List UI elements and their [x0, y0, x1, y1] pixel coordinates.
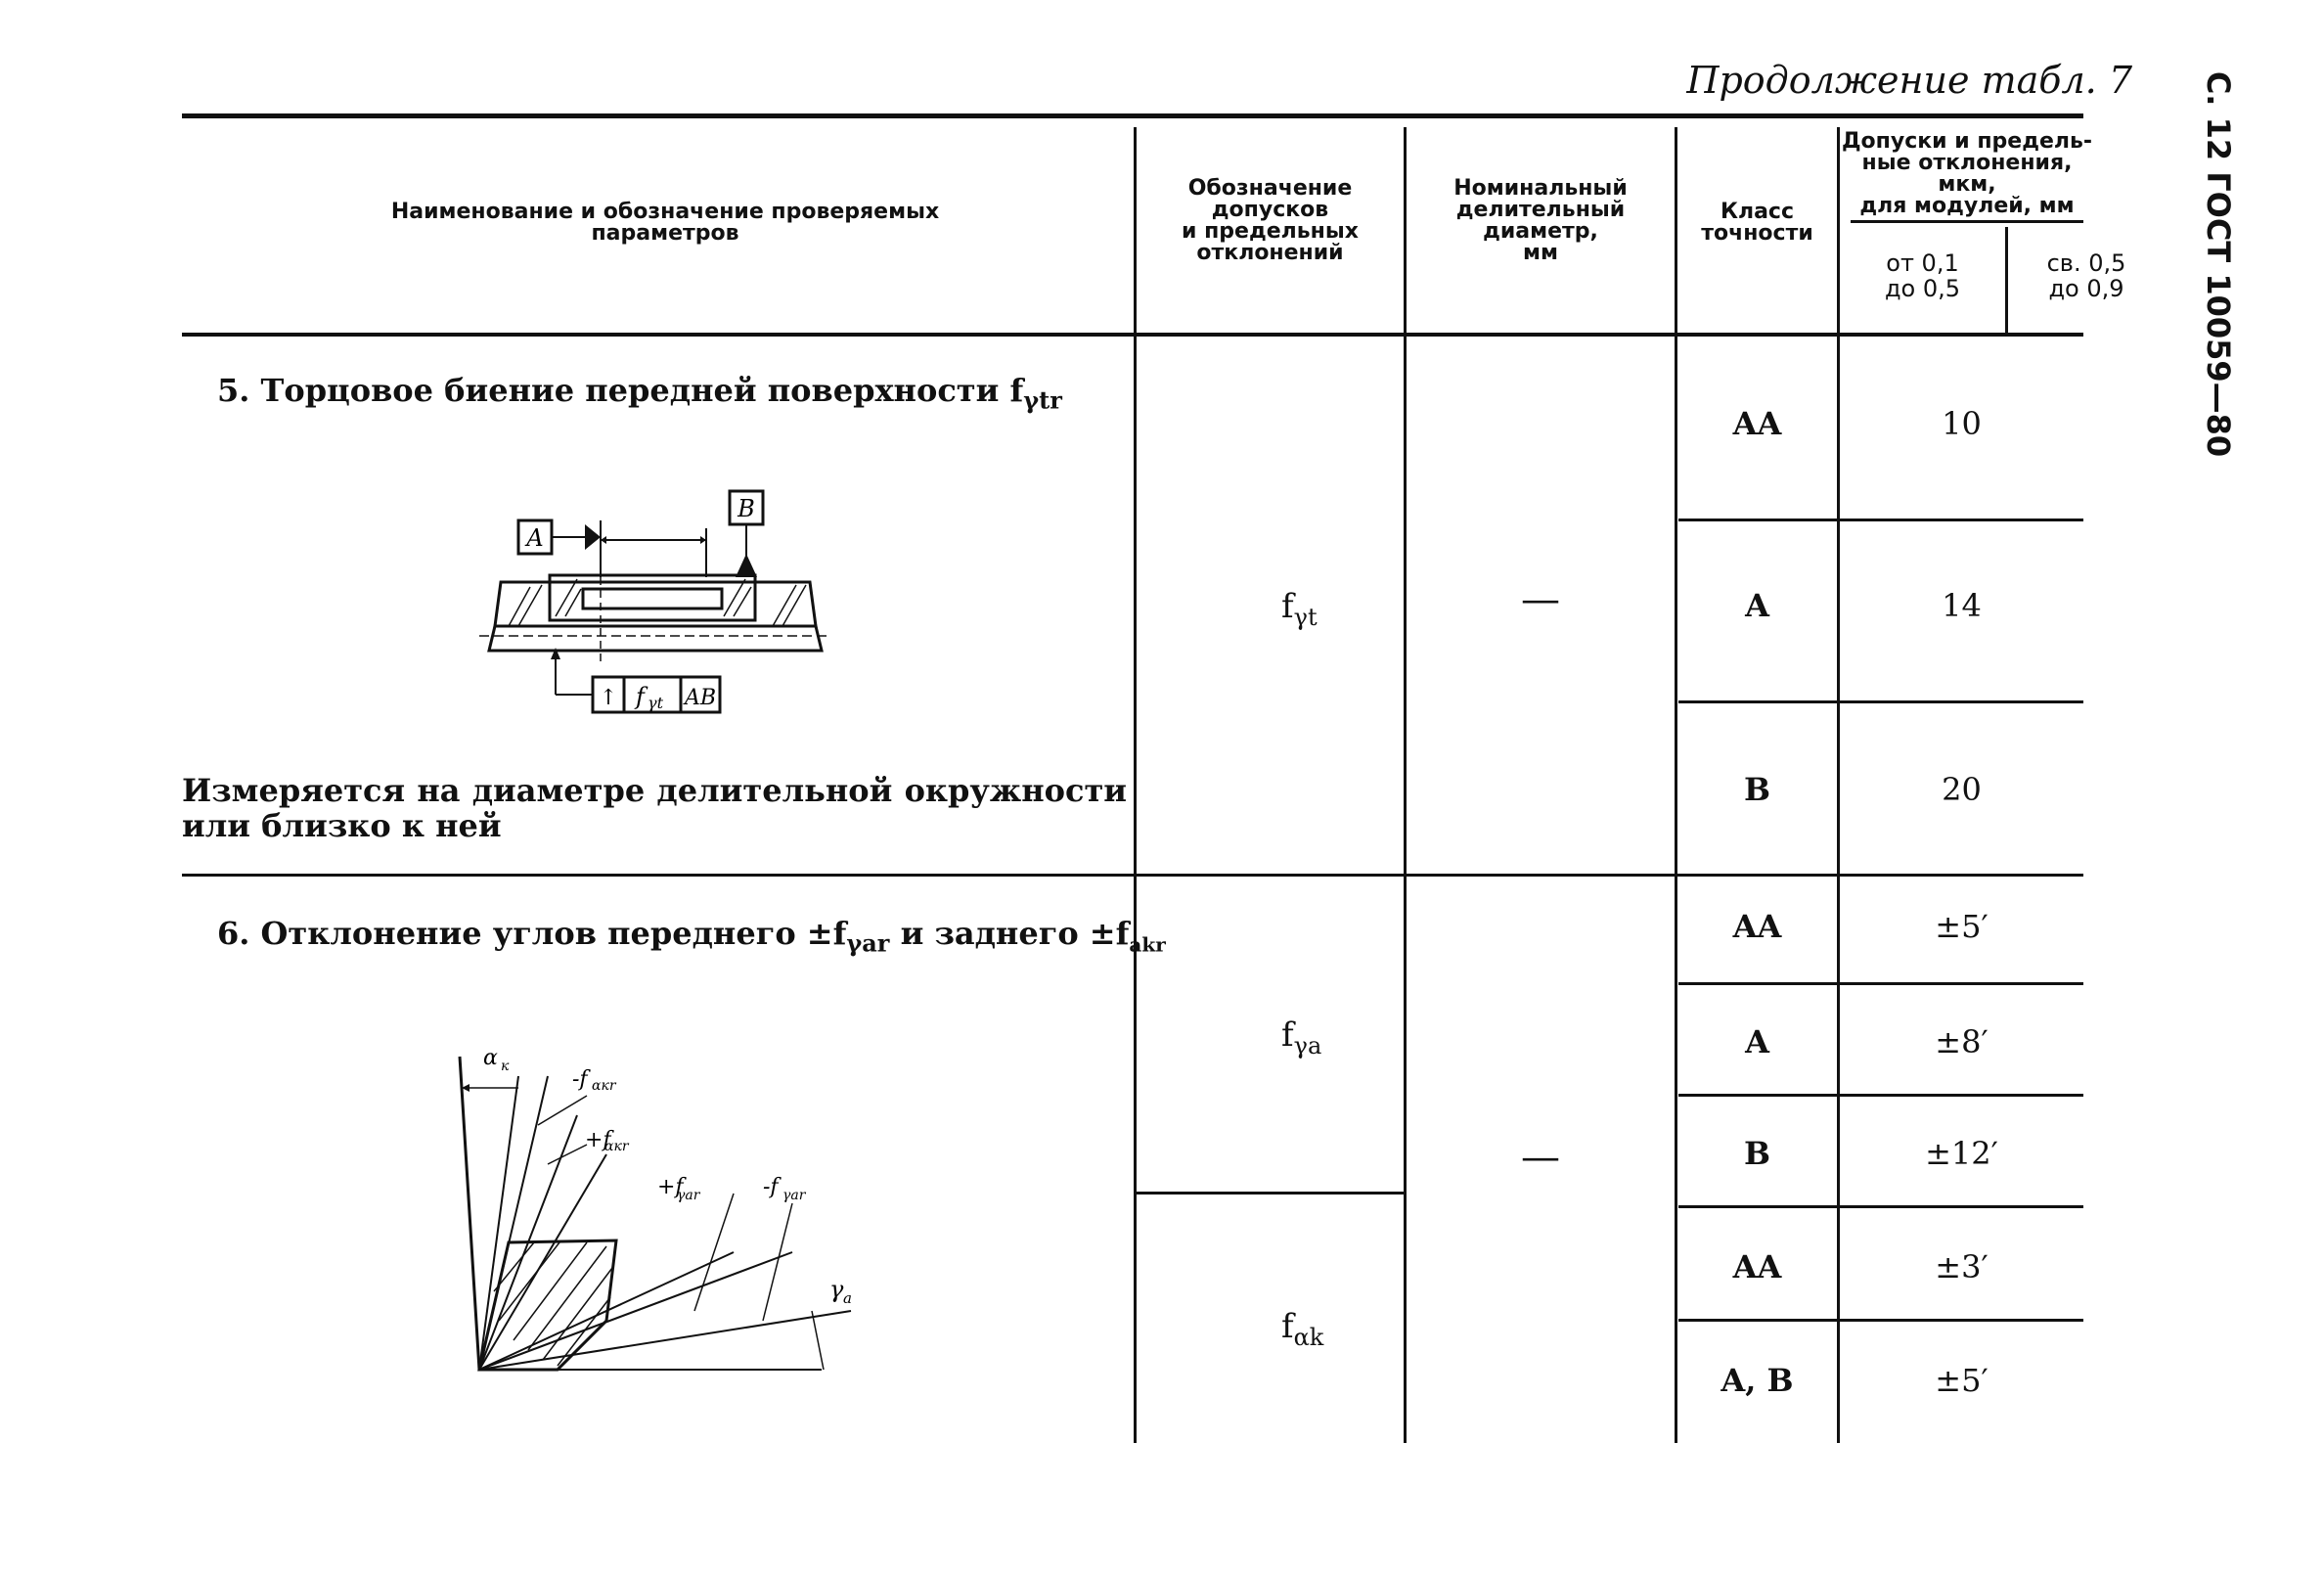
row6-group-divider: [1137, 1192, 1404, 1195]
header-sub-rule: [1851, 220, 2083, 223]
header-designation: Обозначение допусков и предельных отклонений: [1182, 176, 1359, 265]
side-page-label: С. 12 ГОСТ 10059—80: [2200, 70, 2237, 458]
row6-value-b-1: ±12′: [1925, 1135, 1998, 1172]
plus-fakr-label: +f: [585, 1128, 611, 1152]
row6-number: 6.: [217, 915, 250, 952]
row6-value-aa-1: ±5′: [1935, 908, 1989, 945]
row6-class-ab-2: A, B: [1721, 1362, 1794, 1399]
row5-number: 5.: [217, 372, 250, 409]
row6-title: [217, 915, 1166, 957]
row6-class-a-1: A: [1745, 1023, 1769, 1060]
header-module-range-2: св. 0,5 до 0,9: [2046, 249, 2126, 302]
plus-fyar-sub: γar: [677, 1188, 700, 1203]
row6-class-b-1: B: [1743, 1135, 1771, 1172]
row6-value-a-1: ±8′: [1935, 1023, 1989, 1060]
gamma-label-sub: a: [843, 1289, 852, 1307]
row5-value-a: 14: [1942, 587, 1982, 624]
row5-class-a: A: [1745, 587, 1769, 624]
column-line-1: [1134, 127, 1137, 1443]
header-tolerances: Допуски и предель- ные отклонения, мкм, для модулей, мм: [1841, 129, 2093, 218]
row6-diameter: —: [1521, 1135, 1560, 1180]
minus-fakr-sub: αкr: [592, 1078, 616, 1094]
datum-a-label: A: [526, 524, 544, 552]
minus-fyar-sub: γar: [782, 1188, 806, 1203]
table-top-rule: [182, 113, 2083, 118]
plus-fyar-label: +f: [657, 1175, 684, 1199]
frame-runout-symbol: ↑: [599, 686, 618, 710]
row5-diameter: —: [1521, 577, 1560, 622]
runout-figure: [479, 479, 831, 724]
row5-name: Торцовое биение передней поверхности f: [260, 372, 1024, 409]
row5-class-divider-1: [1678, 518, 2083, 521]
angle-deviation-figure: [440, 1017, 890, 1389]
header-accuracy-class: Класс точности: [1701, 200, 1813, 246]
row6-class-aa-1: AA: [1732, 908, 1782, 945]
row6-class-divider-2: [1678, 1094, 2083, 1097]
row5-note: Измеряется на диаметре делительной окружности или близко к ней: [182, 772, 1127, 844]
header-bottom-rule: [182, 333, 2083, 337]
row6-symbol-fya: $f_{\gamma a}$: [1281, 1015, 1322, 1060]
row5-value-b: 20: [1942, 771, 1982, 808]
row5-class-b: B: [1743, 771, 1771, 808]
minus-fyar-label: -f: [763, 1175, 779, 1199]
frame-datums: AB: [684, 686, 717, 710]
row6-name: Отклонение углов переднего ±f: [260, 915, 847, 952]
row6-value-ab-2: ±5′: [1935, 1362, 1989, 1399]
row6-class-aa-2: AA: [1732, 1248, 1782, 1285]
row6-class-divider-1: [1678, 982, 2083, 985]
row5-name-sub: γtr: [1023, 385, 1062, 415]
row6-symbol-fak: $f_{\alpha k}$: [1281, 1307, 1324, 1351]
row5-value-aa: 10: [1942, 405, 1982, 442]
row5-class-divider-2: [1678, 700, 2083, 703]
row6-name-sub: γar: [846, 928, 890, 958]
header-diameter: Номинальный делительный диаметр, мм: [1453, 176, 1628, 265]
row6-name-mid: и заднего ±f: [889, 915, 1130, 952]
minus-fakr-label: -f: [572, 1067, 588, 1092]
plus-fakr-sub: αкr: [604, 1139, 629, 1154]
row5-symbol: $f_{\gamma t}$: [1281, 587, 1318, 631]
frame-tolerance-sub: γt: [648, 694, 663, 712]
alpha-label-sub: к: [501, 1059, 510, 1074]
row6-class-divider-3: [1678, 1205, 2083, 1208]
gamma-label: γ: [829, 1276, 844, 1303]
frame-tolerance-symbol: f: [636, 683, 645, 710]
row6-name-sub2: akr: [1129, 932, 1166, 957]
header-parameter: Наименование и обозначение проверяемых параметров: [390, 200, 940, 246]
column-line-2: [1404, 127, 1407, 1443]
alpha-label: α: [483, 1046, 498, 1070]
row6-value-aa-2: ±3′: [1935, 1248, 1989, 1285]
row6-class-divider-4: [1678, 1319, 2083, 1322]
header-module-range-1: от 0,1 до 0,5: [1884, 249, 1961, 302]
continuation-title: Продолжение табл. 7: [1686, 59, 2132, 102]
row5-class-aa: AA: [1732, 405, 1782, 442]
row5-title: [217, 372, 1062, 414]
row-divider: [182, 874, 2083, 877]
datum-b-label: B: [737, 495, 755, 522]
